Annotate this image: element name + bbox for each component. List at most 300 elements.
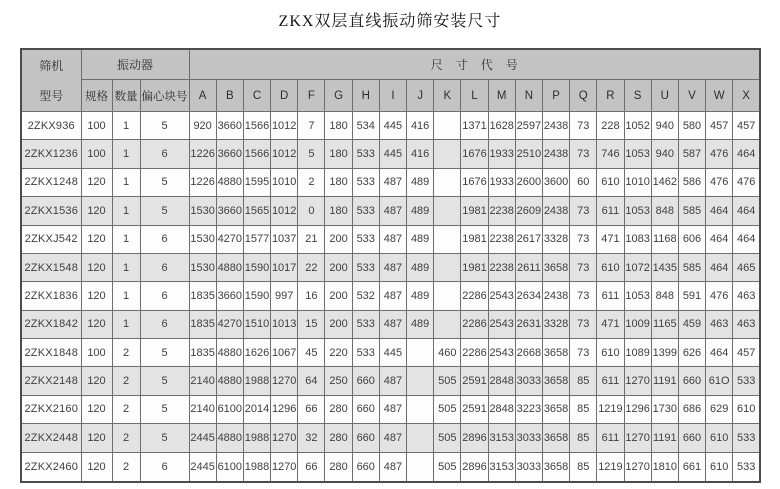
dim-col-header: L [461, 80, 488, 112]
dim-cell: 1835 [189, 282, 216, 310]
dim-cell: 73 [570, 253, 597, 281]
dim-cell: 416 [407, 140, 434, 168]
dim-cell: 3658 [542, 395, 569, 423]
dim-cell: 505 [434, 424, 461, 452]
dim-cell: 533 [352, 253, 379, 281]
ecc-cell: 6 [140, 310, 189, 338]
dim-cell: 533 [733, 424, 760, 452]
dim-cell: 1676 [461, 140, 488, 168]
dim-cell: 73 [570, 282, 597, 310]
dim-cell: 1009 [624, 310, 651, 338]
dim-cell: 4270 [216, 225, 243, 253]
machine-model-header-line2: 型号 [39, 89, 64, 104]
dimensions-table [20, 48, 761, 483]
dim-cell: 464 [706, 339, 733, 367]
table-row [21, 253, 760, 281]
dim-cell: 660 [678, 424, 705, 452]
dim-cell: 1435 [651, 253, 678, 281]
dim-cell: 21 [298, 225, 325, 253]
dim-cell [434, 282, 461, 310]
dim-cell: 611 [597, 197, 624, 225]
dim-cell: 610 [706, 424, 733, 452]
dim-cell: 250 [325, 367, 352, 395]
dim-cell: 489 [407, 253, 434, 281]
dim-cell: 661 [678, 452, 705, 482]
table-row [21, 310, 760, 338]
dim-cell: 1988 [243, 452, 270, 482]
dim-cell: 1510 [243, 310, 270, 338]
dim-cell: 1053 [624, 282, 651, 310]
spec-cell: 120 [81, 225, 112, 253]
dim-cell: 1835 [189, 310, 216, 338]
dim-cell: 1399 [651, 339, 678, 367]
dim-cell: 920 [189, 112, 216, 140]
model-cell: 2ZKXJ542 [21, 225, 81, 253]
dim-cell: 1981 [461, 253, 488, 281]
dim-cell: 73 [570, 310, 597, 338]
dim-cell: 2140 [189, 367, 216, 395]
dim-cell: 2286 [461, 339, 488, 367]
dim-col-header: R [597, 80, 624, 112]
dim-cell: 505 [434, 395, 461, 423]
dim-cell: 489 [407, 197, 434, 225]
spec-cell: 120 [81, 452, 112, 482]
dim-cell: 611 [597, 424, 624, 452]
dim-col-header: U [651, 80, 678, 112]
dim-col-header: K [434, 80, 461, 112]
dim-cell: 2543 [488, 282, 515, 310]
dim-cell [407, 367, 434, 395]
dim-cell: 463 [733, 310, 760, 338]
dim-cell: 940 [651, 112, 678, 140]
model-cell: 2ZKX1536 [21, 197, 81, 225]
dim-cell: 487 [379, 424, 406, 452]
ecc-header: 偏心块号 [140, 80, 189, 112]
spec-cell: 100 [81, 112, 112, 140]
dim-cell: 85 [570, 424, 597, 452]
qty-cell: 2 [112, 395, 140, 423]
dim-cell: 1270 [271, 367, 298, 395]
dim-cell: 416 [407, 112, 434, 140]
dim-cell: 626 [678, 339, 705, 367]
dim-col-header: N [515, 80, 542, 112]
dim-cell: 1010 [271, 168, 298, 196]
dim-col-header: W [706, 80, 733, 112]
dim-cell: 606 [678, 225, 705, 253]
dim-cell: 1626 [243, 339, 270, 367]
dim-cell: 1981 [461, 225, 488, 253]
dim-cell: 7 [298, 112, 325, 140]
dim-cell: 6100 [216, 452, 243, 482]
dim-cell: 5 [298, 140, 325, 168]
dim-cell: 3658 [542, 339, 569, 367]
dim-cell: 2668 [515, 339, 542, 367]
ecc-cell: 5 [140, 395, 189, 423]
dim-cell: 533 [733, 367, 760, 395]
dim-cell: 476 [706, 282, 733, 310]
dim-cell: 533 [733, 452, 760, 482]
dim-cell: 471 [597, 310, 624, 338]
spec-cell: 120 [81, 282, 112, 310]
dim-cell: 487 [379, 310, 406, 338]
dim-cell: 464 [733, 197, 760, 225]
dim-cell: 1270 [624, 452, 651, 482]
ecc-cell: 6 [140, 253, 189, 281]
model-cell: 2ZKX2160 [21, 395, 81, 423]
dim-cell: 3600 [542, 168, 569, 196]
qty-cell: 1 [112, 310, 140, 338]
dim-cell: 3033 [515, 452, 542, 482]
dim-cell: 1628 [488, 112, 515, 140]
dim-cell: 460 [434, 339, 461, 367]
dim-cell: 73 [570, 197, 597, 225]
ecc-cell: 6 [140, 140, 189, 168]
qty-cell: 2 [112, 339, 140, 367]
dim-cell: 2238 [488, 197, 515, 225]
dim-cell: 2238 [488, 253, 515, 281]
dim-cell: 1590 [243, 282, 270, 310]
spec-cell: 120 [81, 310, 112, 338]
dim-cell: 2286 [461, 282, 488, 310]
dim-cell: 487 [379, 225, 406, 253]
dim-cell: 64 [298, 367, 325, 395]
qty-cell: 1 [112, 112, 140, 140]
dim-cell: 533 [352, 339, 379, 367]
dim-cell: 476 [706, 168, 733, 196]
dim-cell: 3660 [216, 140, 243, 168]
model-cell: 2ZKX1848 [21, 339, 81, 367]
group-header-row [21, 49, 760, 80]
dim-cell: 1565 [243, 197, 270, 225]
model-cell: 2ZKX2148 [21, 367, 81, 395]
dim-cell: 629 [706, 395, 733, 423]
dim-cell: 228 [597, 112, 624, 140]
dim-cell: 2609 [515, 197, 542, 225]
dim-cell: 1730 [651, 395, 678, 423]
dims-group-header: 尺寸代号 [189, 49, 760, 80]
dim-cell: 2510 [515, 140, 542, 168]
dim-cell: 505 [434, 367, 461, 395]
dim-cell: 487 [379, 282, 406, 310]
model-cell: 2ZKX2460 [21, 452, 81, 482]
ecc-cell: 5 [140, 339, 189, 367]
dim-cell: 533 [352, 225, 379, 253]
dim-cell: 1270 [624, 424, 651, 452]
dim-cell: 660 [352, 424, 379, 452]
dim-cell: 591 [678, 282, 705, 310]
dim-cell: 660 [352, 367, 379, 395]
dim-cell: 3660 [216, 282, 243, 310]
dim-cell: 180 [325, 197, 352, 225]
dim-cell: 4880 [216, 339, 243, 367]
dim-cell: 2445 [189, 424, 216, 452]
dim-cell: 585 [678, 253, 705, 281]
dim-cell: 476 [706, 140, 733, 168]
dim-cell: 2445 [189, 452, 216, 482]
table-row [21, 282, 760, 310]
table-row [21, 225, 760, 253]
dim-cell: 200 [325, 253, 352, 281]
dim-cell: 2438 [542, 140, 569, 168]
dim-cell: 487 [379, 168, 406, 196]
dim-cell: 580 [678, 112, 705, 140]
dim-cell: 1530 [189, 253, 216, 281]
dim-cell: 280 [325, 452, 352, 482]
spec-cell: 120 [81, 367, 112, 395]
page-title: ZKX双层直线振动筛安装尺寸 [278, 13, 502, 30]
dim-cell: 1012 [271, 112, 298, 140]
dim-cell: 1462 [651, 168, 678, 196]
dim-cell: 1219 [597, 452, 624, 482]
dim-cell: 1296 [624, 395, 651, 423]
dim-cell: 457 [733, 339, 760, 367]
dim-cell: 2896 [461, 452, 488, 482]
dim-cell: 1010 [624, 168, 651, 196]
dim-cell [434, 112, 461, 140]
model-cell: 2ZKX2448 [21, 424, 81, 452]
dim-cell: 4880 [216, 424, 243, 452]
dim-cell: 489 [407, 310, 434, 338]
dim-col-header: X [733, 80, 760, 112]
dim-cell: 1191 [651, 367, 678, 395]
dim-col-header: I [379, 80, 406, 112]
dim-cell: 611 [597, 282, 624, 310]
dim-cell: 1017 [271, 253, 298, 281]
dim-cell: 2543 [488, 339, 515, 367]
dim-col-header: V [678, 80, 705, 112]
table-row [21, 452, 760, 482]
dim-cell: 280 [325, 424, 352, 452]
dim-cell: 445 [379, 112, 406, 140]
dim-cell: 459 [678, 310, 705, 338]
dim-cell: 3660 [216, 112, 243, 140]
dim-cell: 1530 [189, 197, 216, 225]
dim-cell: 2543 [488, 310, 515, 338]
dim-cell: 586 [678, 168, 705, 196]
dim-cell: 2438 [542, 112, 569, 140]
dim-cell: 60 [570, 168, 597, 196]
dim-cell: 464 [733, 140, 760, 168]
table-row [21, 339, 760, 367]
dim-cell: 1226 [189, 168, 216, 196]
dim-cell: 2438 [542, 197, 569, 225]
dim-cell: 660 [352, 395, 379, 423]
dim-cell: 2438 [542, 282, 569, 310]
dim-cell: 61O [706, 367, 733, 395]
dim-cell: 457 [706, 112, 733, 140]
spec-cell: 120 [81, 424, 112, 452]
dim-cell: 73 [570, 339, 597, 367]
dim-cell: 1270 [624, 367, 651, 395]
dim-cell: 4880 [216, 168, 243, 196]
dim-cell: 610 [597, 339, 624, 367]
dim-cell: 534 [352, 112, 379, 140]
dim-cell: 1835 [189, 339, 216, 367]
dim-cell: 3033 [515, 424, 542, 452]
dim-cell [434, 225, 461, 253]
dim-cell: 464 [706, 253, 733, 281]
dim-col-header: J [407, 80, 434, 112]
dim-cell: 2896 [461, 424, 488, 452]
dim-cell: 533 [352, 310, 379, 338]
dim-cell: 533 [352, 168, 379, 196]
qty-cell: 1 [112, 225, 140, 253]
dim-cell: 3328 [542, 310, 569, 338]
dim-cell: 465 [733, 253, 760, 281]
dim-cell: 85 [570, 367, 597, 395]
ecc-cell: 6 [140, 225, 189, 253]
dim-cell: 73 [570, 225, 597, 253]
table-row [21, 140, 760, 168]
spec-cell: 120 [81, 168, 112, 196]
dim-cell: 2600 [515, 168, 542, 196]
dim-cell: 73 [570, 140, 597, 168]
dim-cell: 940 [651, 140, 678, 168]
dim-cell: 585 [678, 197, 705, 225]
dim-col-header: P [542, 80, 569, 112]
table-row [21, 168, 760, 196]
dim-cell: 476 [733, 168, 760, 196]
dim-cell: 15 [298, 310, 325, 338]
dim-cell: 2848 [488, 395, 515, 423]
dim-col-header: S [624, 80, 651, 112]
dim-cell: 532 [352, 282, 379, 310]
ecc-cell: 5 [140, 197, 189, 225]
ecc-cell: 6 [140, 452, 189, 482]
dim-cell: 1037 [271, 225, 298, 253]
dim-cell: 2631 [515, 310, 542, 338]
dim-cell: 997 [271, 282, 298, 310]
qty-cell: 2 [112, 452, 140, 482]
dim-cell: 464 [706, 197, 733, 225]
dim-cell: 3153 [488, 452, 515, 482]
dim-cell: 445 [379, 140, 406, 168]
dim-cell: 1810 [651, 452, 678, 482]
dim-cell: 1191 [651, 424, 678, 452]
dim-cell: 471 [597, 225, 624, 253]
dim-col-header: C [243, 80, 270, 112]
table-body [21, 112, 760, 482]
spec-cell: 100 [81, 339, 112, 367]
dim-cell: 1981 [461, 197, 488, 225]
dim-cell [434, 253, 461, 281]
dim-cell: 2611 [515, 253, 542, 281]
dim-cell: 66 [298, 452, 325, 482]
dim-cell: 587 [678, 140, 705, 168]
dim-cell: 489 [407, 282, 434, 310]
dim-cell: 660 [678, 367, 705, 395]
dim-cell: 505 [434, 452, 461, 482]
dim-cell: 1988 [243, 424, 270, 452]
dim-cell [407, 395, 434, 423]
model-cell: 2ZKX936 [21, 112, 81, 140]
table-row [21, 367, 760, 395]
dim-col-header: Q [570, 80, 597, 112]
spec-cell: 100 [81, 140, 112, 168]
dim-col-header: M [488, 80, 515, 112]
dim-cell: 2591 [461, 367, 488, 395]
dim-cell: 3223 [515, 395, 542, 423]
dim-cell: 1566 [243, 112, 270, 140]
dim-cell: 4880 [216, 253, 243, 281]
dim-cell: 1270 [271, 424, 298, 452]
dim-cell [407, 424, 434, 452]
table-row [21, 395, 760, 423]
dim-cell: 85 [570, 395, 597, 423]
ecc-cell: 5 [140, 424, 189, 452]
dim-cell: 1168 [651, 225, 678, 253]
dim-cell: 1083 [624, 225, 651, 253]
dim-cell: 1590 [243, 253, 270, 281]
dim-cell: 3660 [216, 197, 243, 225]
dim-cell: 4270 [216, 310, 243, 338]
dim-cell: 464 [733, 225, 760, 253]
dim-col-header: B [216, 80, 243, 112]
dim-cell: 2591 [461, 395, 488, 423]
dim-col-header: G [325, 80, 352, 112]
dim-cell: 1012 [271, 197, 298, 225]
dim-cell: 610 [733, 395, 760, 423]
qty-cell: 2 [112, 424, 140, 452]
dim-cell [407, 452, 434, 482]
dim-cell: 3153 [488, 424, 515, 452]
dim-cell: 1072 [624, 253, 651, 281]
dim-cell: 1053 [624, 140, 651, 168]
ecc-cell: 6 [140, 282, 189, 310]
spec-cell: 120 [81, 253, 112, 281]
dim-cell [407, 339, 434, 367]
dim-cell: 1530 [189, 225, 216, 253]
table-row [21, 112, 760, 140]
spec-cell: 120 [81, 197, 112, 225]
dim-cell: 487 [379, 197, 406, 225]
dim-cell: 1270 [271, 452, 298, 482]
machine-model-header-line1: 筛机 [39, 58, 64, 73]
dim-cell: 848 [651, 197, 678, 225]
dim-cell: 2238 [488, 225, 515, 253]
dim-cell: 1226 [189, 140, 216, 168]
dim-col-header: A [189, 80, 216, 112]
dim-cell [434, 310, 461, 338]
dim-cell: 85 [570, 452, 597, 482]
dim-cell: 66 [298, 395, 325, 423]
dim-cell: 533 [352, 140, 379, 168]
dim-cell: 2140 [189, 395, 216, 423]
dim-cell: 1067 [271, 339, 298, 367]
model-cell: 2ZKX1248 [21, 168, 81, 196]
dim-cell: 464 [706, 225, 733, 253]
ecc-cell: 5 [140, 367, 189, 395]
dim-cell: 1089 [624, 339, 651, 367]
dim-cell: 2634 [515, 282, 542, 310]
dim-cell: 1052 [624, 112, 651, 140]
dim-cell: 2848 [488, 367, 515, 395]
dim-cell [434, 168, 461, 196]
dim-cell: 2286 [461, 310, 488, 338]
dim-cell: 686 [678, 395, 705, 423]
dim-col-header: D [271, 80, 298, 112]
dim-cell: 1219 [597, 395, 624, 423]
dim-cell: 1012 [271, 140, 298, 168]
dim-cell [434, 197, 461, 225]
dim-cell: 1165 [651, 310, 678, 338]
dim-cell: 610 [597, 253, 624, 281]
dim-cell: 489 [407, 225, 434, 253]
dim-cell: 3658 [542, 424, 569, 452]
dim-cell: 2014 [243, 395, 270, 423]
model-cell: 2ZKX1836 [21, 282, 81, 310]
dim-cell: 3328 [542, 225, 569, 253]
